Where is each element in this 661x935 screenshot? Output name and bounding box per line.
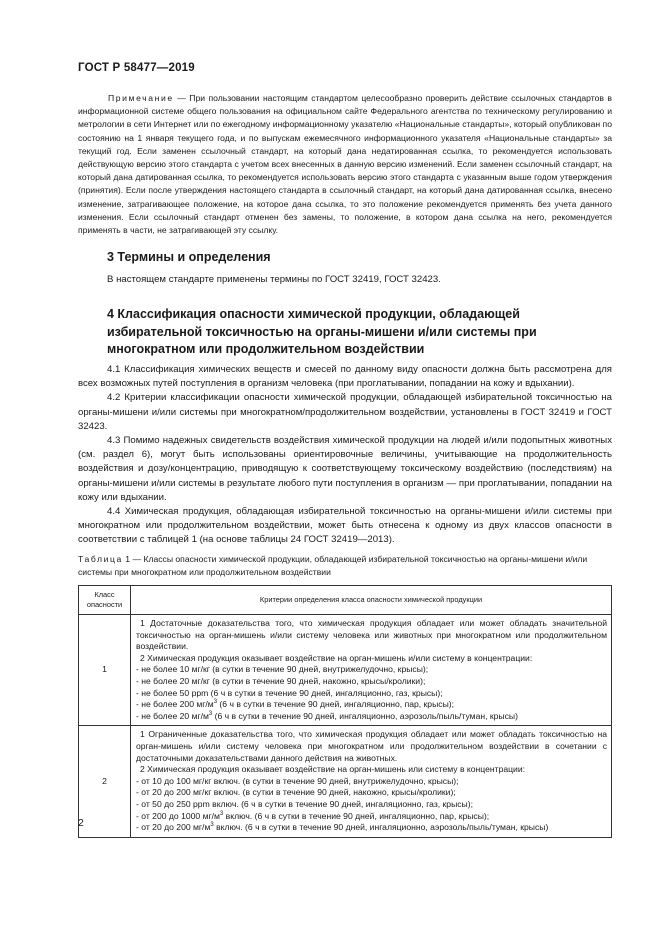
note-label: Примечание <box>108 93 174 103</box>
criteria-cell <box>131 615 612 726</box>
paragraph-4-1: 4.1 Классификация химических веществ и смесей по данному виду опасности должна быть рассмотрена для всех возможных путей поступления в организм человека (при проглатывании, попадании на кожу и вдыхании). <box>78 364 612 390</box>
criteria-item: - не более 20 $мг/м^3$ (6 ч в сутки в течение 90 дней, ингаляционно, аэрозоль/пыль/туман, крысы) <box>136 710 518 721</box>
note-text: — При пользовании настоящим стандартом целесообразно проверить действие ссылочных стандартов в информационной системе общего пользования на официальном сайте Федерального агентства по техническому регулированию и метрологии в сети Интернет или по ежегодному информационному указателю «Национальные стандарты», который опубликован по состоянию на 1 января текущего года, и по выпускам ежемесячного информационного указателя «Национальные стандарты» за текущий год. Если заменен ссылочный стандарт, на который дана недатированная ссылка, то рекомендуется использовать действующую версию этого стандарта с учетом всех внесенных в данную версию изменений. Если заменен ссылочный стандарт, на который дана датированная ссылка, то рекомендуется использовать версию этого стандарта с указанным выше годом утверждения (принятия). Если после утверждения настоящего стандарта в ссылочный стандарт, на который дана датированная ссылка, внесено изменение, затрагивающее положение, на которое дана ссылка, то это положение рекомендуется применять без учета данного изменения. Если ссылочный стандарт отменен без замены, то положение, в котором дана ссылка на него, рекомендуется применять в части, не затрагивающей эту ссылку. <box>78 93 612 236</box>
criteria-item: - от 10 до 100 мг/кг включ. (в сутки в течение 90 дней, внутрижелудочно, крысы); <box>136 775 459 786</box>
criteria-item: - от 20 до 200 мг/кг включ. (в сутки в течение 90 дней, накожно, крысы/кролики); <box>136 787 456 798</box>
table-caption-text: 1 — Классы опасности химической продукции, обладающей избирательной токсичностью на органы-мишени и/или системы при многократном или продолжительном воздействии <box>78 554 588 577</box>
hazard-class-cell: 2 <box>79 726 131 837</box>
criteria-cell <box>131 726 612 837</box>
criteria-item: - не более 10 мг/кг (в сутки в течение 90 дней, внутрижелудочно, крысы); <box>136 664 429 675</box>
column-header-class: Класс опасности <box>79 586 131 615</box>
criteria-item: - от 20 до 200 $мг/м^3$ включ. (6 ч в сутки в течение 90 дней, ингаляционно, аэрозоль/пыль/туман, крысы) <box>136 822 549 833</box>
reference-note <box>78 92 612 237</box>
document-id-header: ГОСТ Р 58477—2019 <box>78 62 195 74</box>
section-4-heading: 4 Классификация опасности химической продукции, обладающей избирательной токсичностью на органы-мишени и/или системы при многократном или продолжительном воздействии <box>107 307 537 356</box>
criteria-item: - не более 50 ppm (6 ч в сутки в течение 90 дней, ингаляционно, газ, крысы); <box>136 687 443 698</box>
criteria-item: - от 50 до 250 ppm включ. (6 ч в сутки в течение 90 дней, ингаляционно, газ, крысы); <box>136 798 473 809</box>
criteria-paragraph: 1 Достаточные доказательства того, что химическая продукция обладает или может обладать значительной токсичностью на орган-мишень и/или систему человека или животных при многократном или продолжительном воздействии. <box>136 618 607 652</box>
table-header-row <box>79 586 612 615</box>
criteria-paragraph: 2 Химическая продукция оказывает воздействие на орган-мишень или систему в концентрации: <box>140 764 526 775</box>
table-row <box>79 726 612 837</box>
section-3-text: В настоящем стандарте применены термины по ГОСТ 32419, ГОСТ 32423. <box>107 274 441 285</box>
page-number: 2 <box>78 817 84 829</box>
criteria-paragraph: 2 Химическая продукция оказывает воздействие на орган-мишень и/или систему в концентрации: <box>140 652 533 663</box>
criteria-paragraph: 1 Ограниченные доказательства того, что химическая продукция обладает или может обладать токсичностью на орган-мишень и/или систему человека при многократном или продолжительном воздействии в сочетании с достаточными доказательствами данного действия на животных. <box>136 729 607 763</box>
paragraph-4-2: 4.2 Критерии классификации опасности химической продукции, обладающей избирательной токсичностью на органы-мишени и/или системы при многократном/продолжительном воздействии, установлены в ГОСТ 32419 и ГОСТ 32423. <box>78 392 612 432</box>
section-4-body <box>78 363 612 548</box>
hazard-class-cell: 1 <box>79 615 131 726</box>
criteria-item: - от 200 до 1000 $мг/м^3$ включ. (6 ч в сутки в течение 90 дней, ингаляционно, пар, крысы); <box>136 810 490 821</box>
section-3-heading: 3 Термины и определения <box>107 250 271 264</box>
hazard-class-table <box>78 585 612 838</box>
paragraph-4-4: 4.4 Химическая продукция, обладающая избирательной токсичностью на органы-мишени и/или системы при многократном или продолжительном воздействии, может быть отнесена к одному из двух классов опасности в соответствии с таблицей 1 (на основе таблицы 24 ГОСТ 32419—2013). <box>78 506 612 546</box>
column-header-criteria: Критерии определения класса опасности химической продукции <box>131 586 612 615</box>
table-caption-label: Таблица <box>78 554 123 564</box>
criteria-item: - не более 20 мг/кг (в сутки в течение 90 дней, накожно, крысы/кролики); <box>136 675 426 686</box>
criteria-item: - не более 200 $мг/м^3$ (6 ч в сутки в течение 90 дней, ингаляционно, пар, крысы); <box>136 699 454 710</box>
table-caption <box>78 553 618 578</box>
paragraph-4-3: 4.3 Помимо надежных свидетельств воздействия химической продукции на людей и/или подопытных животных (см. раздел 6), могут быть использованы ориентировочные величины, учитывающие на продолжительность воздействия и дозу/концентрацию, приводящую к соответствующему токсическому воздействию (последствиям) на органы-мишени и/или системы в результате любого пути поступления в организм — при проглатывании, попадании на кожу или вдыхании. <box>78 435 612 503</box>
table-row <box>79 615 612 726</box>
